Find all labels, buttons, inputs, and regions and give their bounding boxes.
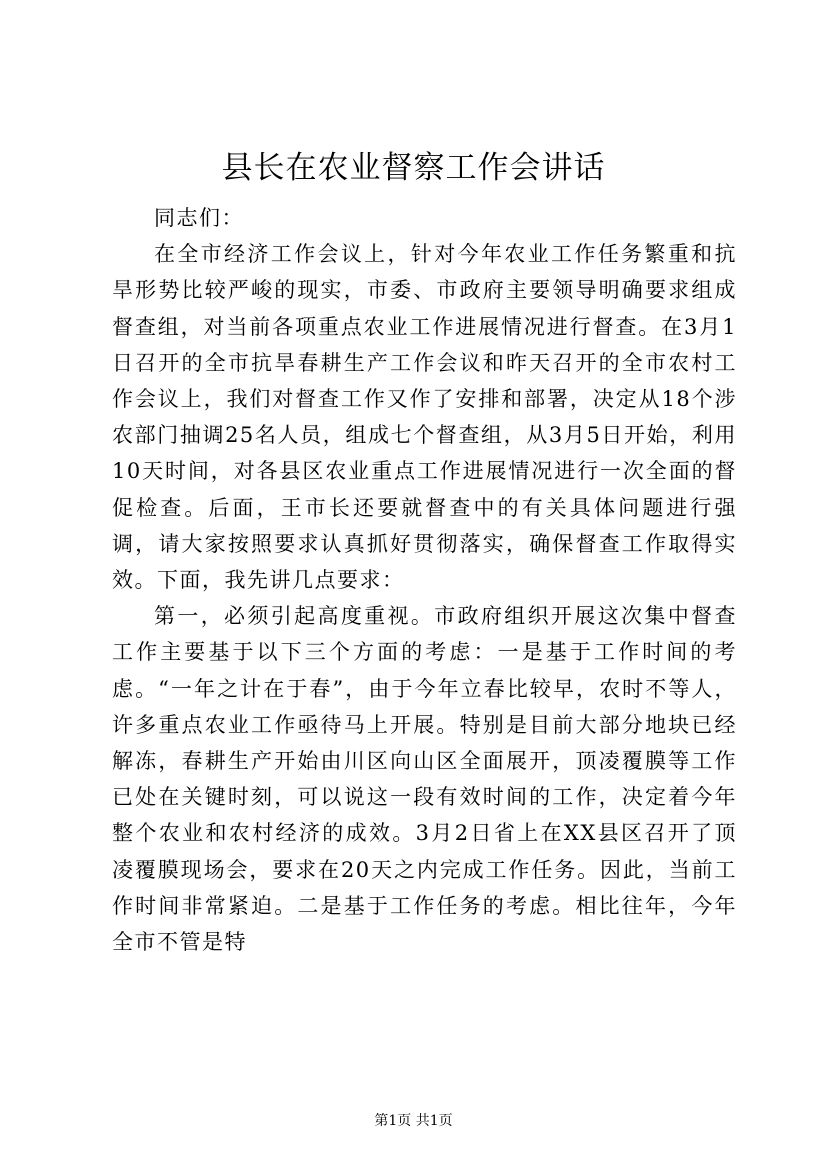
page-footer: 第1页 共1页 <box>374 1113 453 1129</box>
document-body <box>112 200 737 960</box>
document-title: 县长在农业督察工作会讲话 <box>221 150 606 186</box>
intro-paragraph: 在全市经济工作会议上，针对今年农业工作任务繁重和抗旱形势比较严峻的现实，市委、市政府主要领导明确要求组成督查组，对当前各项重点农业工作进展情况进行督查。在3月1日召开的全市抗旱春耕生产工作会议和昨天召开的全市农村工作会议上，我们对督查工作又作了安排和部署，决定从18个涉农部门抽调25名人员，组成七个督查组，从3月5日开始，利用10天时间，对各县区农业重点工作进展情况进行一次全面的督促检查。后面，王市长还要就督查中的有关具体问题进行强调，请大家按照要求认真抓好贯彻落实，确保督查工作取得实效。下面，我先讲几点要求： <box>112 242 737 593</box>
first-point-paragraph: 第一，必须引起高度重视。市政府组织开展这次集中督查工作主要基于以下三个方面的考虑：一是基于工作时间的考虑。“一年之计在于春”，由于今年立春比较早，农时不等人，许多重点农业工作亟待马上开展。特别是目前大部分地块已经解冻，春耕生产开始由川区向山区全面展开，顶凌覆膜等工作已处在关键时刻，可以说这一段有效时间的工作，决定着今年整个农业和农村经济的成效。3月2日省上在XX县区召开了顶凌覆膜现场会，要求在20天之内完成工作任务。因此，当前工作时间非常紧迫。二是基于工作任务的考虑。相比往年，今年全市不管是特 <box>112 604 737 955</box>
salutation-paragraph: 同志们： <box>154 206 244 230</box>
